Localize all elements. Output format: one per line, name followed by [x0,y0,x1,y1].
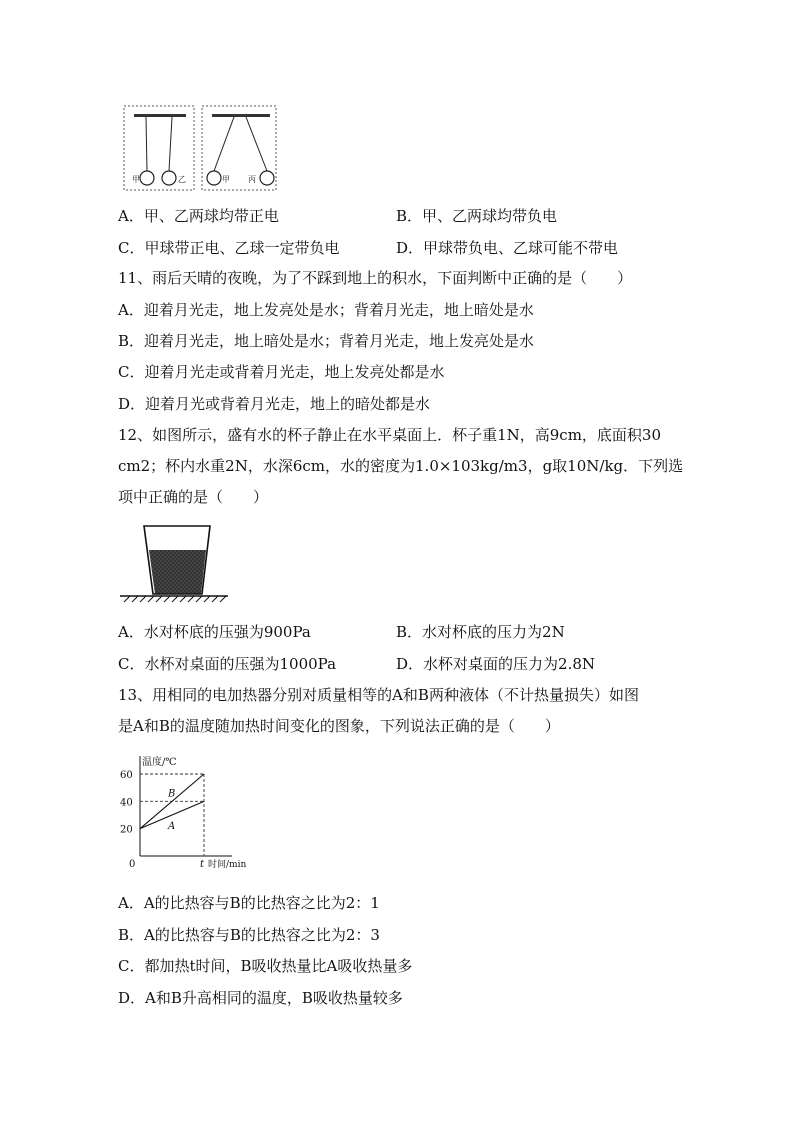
q12-option-b: B．水对杯底的压力为2N [396,623,565,641]
right-label-a: 甲 [222,175,230,184]
left-label-b: 乙 [178,175,186,184]
origin-label: 0 [129,859,136,870]
q11-option-b: B．迎着月光走，地上暗处是水；背着月光走，地上发亮处是水 [118,332,535,350]
q13-stem-line-2: 是A和B的温度随加热时间变化的图象，下列说法正确的是（ ） [118,717,560,735]
right-ball-a [207,171,221,185]
left-string-a [146,117,147,171]
series-label-A: A [168,821,176,832]
q11-option-d: D．迎着月光或背着月光走，地上的暗处都是水 [118,395,431,413]
q12-option-c: C．水杯对桌面的压强为1000Pa [118,655,337,673]
q12-stem-line-2: cm2；杯内水重2N，水深6cm，水的密度为1.0×103kg/m3，g取10N/kg．下列选 [118,457,684,475]
q12-stem-line-3: 项中正确的是（ ） [118,488,269,506]
y-tick-label-20: 20 [120,824,133,836]
q12-option-a: A．水对杯底的压强为900Pa [118,623,311,641]
q13-option-a: A．A的比热容与B的比热容之比为2：1 [118,894,380,912]
q10-option-c: C．甲球带正电、乙球一定带负电 [118,239,340,257]
water-cup-figure [118,522,230,604]
q12-stem-line-1: 12、如图所示，盛有水的杯子静止在水平桌面上．杯子重1N，高9cm，底面积30 [118,426,662,444]
q10-option-b: B．甲、乙两球均带负电 [396,207,558,225]
y-tick-label-40: 40 [120,797,133,809]
q11-option-c: C．迎着月光走或背着月光走，地上发亮处都是水 [118,363,445,381]
q12-option-d: D．水杯对桌面的压力为2.8N [396,655,596,673]
right-string-a [214,117,234,171]
q13-option-d: D．A和B升高相同的温度，B吸收热量较多 [118,989,403,1007]
left-string-b [169,117,172,171]
right-string-b [246,117,267,171]
right-ceiling [212,114,270,117]
left-ball-a [140,171,154,185]
left-label-a: 甲 [132,175,140,184]
temperature-time-chart [112,752,262,874]
right-label-b: 丙 [248,175,256,184]
right-ball-b [260,171,274,185]
q10-option-a: A．甲、乙两球均带正电 [118,207,279,225]
y-axis-label: 温度/℃ [142,757,177,768]
x-tick-t: t [200,859,205,870]
left-ceiling [134,114,186,117]
water-fill [149,550,206,594]
series-label-B: B [168,788,176,800]
y-tick-label-60: 60 [120,770,133,781]
x-axis-label: 时间/min [208,860,247,870]
q11-option-a: A．迎着月光走，地上发亮处是水；背着月光走，地上暗处是水 [118,301,534,319]
q13-stem-line-1: 13、用相同的电加热器分别对质量相等的A和B两种液体（不计热量损失）如图 [118,686,639,704]
q13-option-b: B．A的比热容与B的比热容之比为2：3 [118,926,380,944]
q10-option-d: D．甲球带负电、乙球可能不带电 [396,239,619,257]
table-hatching [124,596,226,602]
q13-option-c: C．都加热t时间，B吸收热量比A吸收热量多 [118,957,413,975]
left-ball-b [162,171,176,185]
charged-balls-figure [122,104,280,194]
q11-stem: 11、雨后天晴的夜晚，为了不踩到地上的积水，下面判断中正确的是（ ） [118,269,633,287]
